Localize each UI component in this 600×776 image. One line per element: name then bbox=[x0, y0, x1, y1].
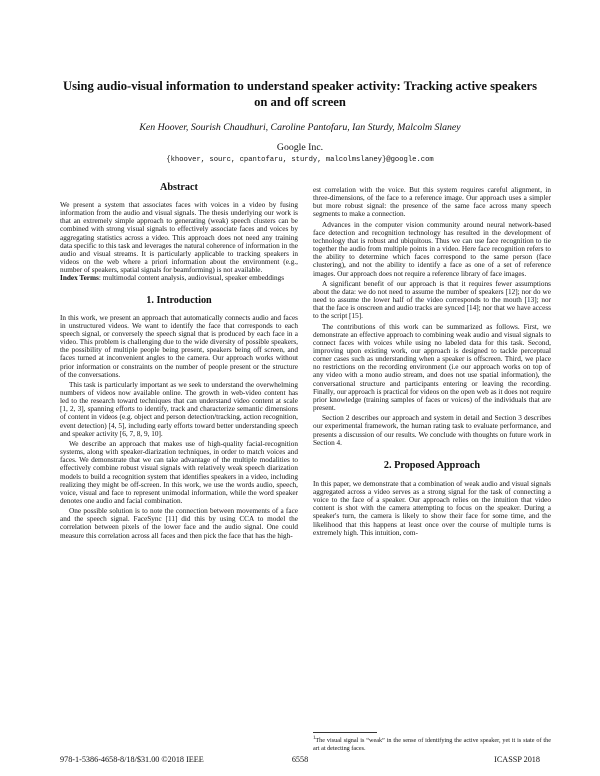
footnote bbox=[313, 735, 551, 752]
page-number: 6558 bbox=[291, 755, 309, 764]
footnote-mark: 1 bbox=[313, 736, 316, 741]
right-column bbox=[313, 186, 551, 537]
author-list: Ken Hoover, Sourish Chaudhuri, Caroline Pantofaru, Ian Sturdy, Malcolm Slaney bbox=[139, 122, 461, 133]
index-terms-label: Index Terms bbox=[60, 274, 99, 283]
intro-paragraph: We describe an approach that makes use of high-quality facial-recognition systems, along with speaker-diarization techniques, in order to match voices and faces. We demonstrate that we can take advantage of the multiple modalities to effectively combine robust visual signals with relatively weak speech diarization models to build a recognition system that identifies speakers in a video, including realizing they might be off-screen. In this work, we use the words audio, speech, voice, visual and face to represent unimodal information, while the word speaker denotes one audio and facial combination. bbox=[60, 439, 298, 505]
intro-paragraph: In this work, we present an approach that automatically connects audio and faces in unstructured videos. We want to identify the face that corresponds to each speech signal, or conversely the speech signal that is produced by each face in a video. This problem is challenging due to the wide diversity of possible speakers, the possibility of multiple people being present, speakers being off screen, and faces turned at inconvenient angles to the camera. Our approach works without prior information or constraints on the number of people present or the structure of the conversations. bbox=[60, 313, 298, 379]
author-emails: {khoover, sourc, cpantofaru, sturdy, malcolmslaney}@google.com bbox=[166, 156, 434, 164]
intro-paragraph: One possible solution is to note the connection between movements of a face and the speech signal. FaceSync [11] did this by using CCA to model the correlation between pixels of the lower face and the audio signal. One could measure this correlation across all faces and then pick the face that has the high- bbox=[60, 507, 298, 540]
footnote-text: The visual signal is “weak” in the sense of identifying the active speaker, yet it is state of the art at detecting faces. bbox=[313, 737, 551, 752]
abstract-text: We present a system that associates faces with voices in a video by fusing information from the audio and visual signals. The thesis underlying our work is that an extremely simple approach to generating (weak) speech clusters can be combined with strong visual signals to effectively associate faces and voices by aggregating statistics across a video. This approach does not need any training data specific to this task and leverages the natural coherence of information in the audio and visual streams. It is particularly applicable to tracking speakers in videos on the web where a priori information about the environment (e.g., number of speakers, spatial signals for beamforming) is not available. bbox=[60, 201, 298, 275]
affiliation: Google Inc. bbox=[276, 142, 324, 153]
body-paragraph: The contributions of this work can be summarized as follows. First, we demonstrate an effective approach to combining weak audio and visual signals to connect faces with voices while using no labeled data for this task. Second, improving upon existing work, our approach is designed to tackle perceptual corner cases such as understanding when a speaker is offscreen. Third, we place no restrictions on the recording environment (i.e our approach works on top of any video with a mono audio stream, and does not use spatial information), the conversational structure and participants entering or leaving the recording. Finally, our approach is practical for videos on the open web as it does not require prior knowledge (training samples of faces or voices) of the individuals that are present. bbox=[313, 322, 551, 413]
body-paragraph: Advances in the computer vision community around neural network-based face detection and recognition technology has resulted in the development of technology that is robust and ubiquitous. Thus we can use face recognition to tie together the audio from multiple points in a video. Here face recognition refers to the ability to determine which faces correspond to the same person (face clustering), and not the ability to identify a face as one of a set of reference images. Our approach does not require a reference library of face images. bbox=[313, 220, 551, 278]
index-terms-text: : multimodal content analysis, audiovisual, speaker embeddings bbox=[98, 274, 285, 283]
intro-paragraph: This task is particularly important as we seek to understand the overwhelming numbers of videos now available online. The growth in web-video content has led to the research toward techniques that can understand video content at scale [1, 2, 3], spanning efforts to identify, track and characterize semantic dimensions of content in videos (e.g. object and person detection/tracking, action recognition, event detection) [4, 5], including early efforts toward better understanding speech and speaker activity [6, 7, 8, 9, 10]. bbox=[60, 380, 298, 438]
conference-name: ICASSP 2018 bbox=[494, 755, 540, 764]
index-terms bbox=[60, 274, 298, 282]
footnote-rule bbox=[313, 732, 377, 733]
left-column bbox=[60, 181, 298, 540]
introduction-heading: 1. Introduction bbox=[146, 294, 212, 306]
body-paragraph: Section 2 describes our approach and system in detail and Section 3 describes our experimental framework, the human rating task to evaluate performance, and presents a discussion of our results. We conclude with thoughts on future work in Section 4. bbox=[313, 414, 551, 447]
body-paragraph: A significant benefit of our approach is that it requires fewer assumptions about the data: we do not need to assume the number of speakers [12]; nor do we need to assume the lower half of the video corresponds to the mouth [13]; nor that the face is onscreen and audio tracks are synced [14]; nor that we have access to the script [15]. bbox=[313, 279, 551, 321]
approach-heading: 2. Proposed Approach bbox=[383, 459, 481, 471]
copyright-line: 978-1-5386-4658-8/18/$31.00 ©2018 IEEE bbox=[60, 755, 204, 764]
paper-title: Using audio-visual information to understand speaker activity: Tracking active speakers on and off screen bbox=[62, 79, 538, 109]
approach-paragraph: In this paper, we demonstrate that a combination of weak audio and visual signals aggregated across a video serves as a strong signal for the task of connecting a voice to the face of a speaker. Our approach relies on the intuition that video content is shot with the camera attempting to focus on the speaker. During a speaker's turn, the camera is likely to show their face for some time, and the likelihood that this happens at least once over the course of multiple turns is extremely high. This intuition, com- bbox=[313, 479, 551, 537]
abstract-heading: Abstract bbox=[160, 182, 198, 193]
body-paragraph: est correlation with the voice. But this system requires careful alignment, in three-dimensions, of the face to a reference image. Our approach uses a simpler but more robust signal: the presence of the same face across many speech segments to make a connection. bbox=[313, 186, 551, 219]
